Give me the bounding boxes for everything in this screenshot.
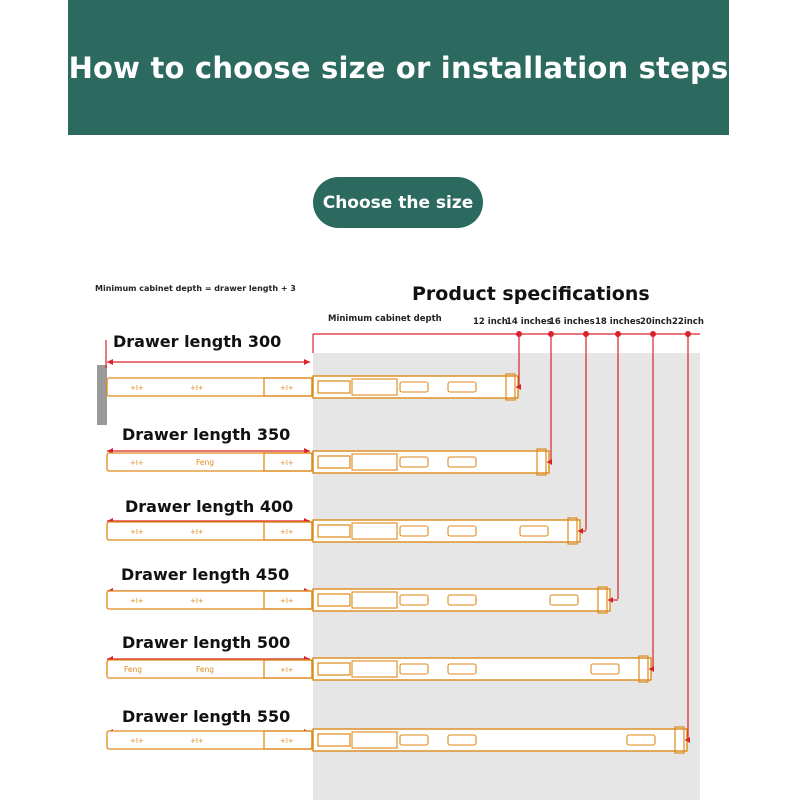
- size-label-1: 14 inches: [506, 317, 552, 327]
- drawer-length-label: Drawer length 300: [113, 332, 282, 351]
- title-banner: [68, 0, 729, 135]
- arrow-head-left: [107, 359, 113, 365]
- slide-mark-0: +I+: [130, 597, 144, 605]
- slide-mark-0: +I+: [130, 459, 144, 467]
- slide-mark-1: +I+: [190, 597, 204, 605]
- brand-mark-0: Feng: [196, 458, 215, 467]
- slide-mark-2: +I+: [280, 528, 294, 536]
- slide-mark-2: +I+: [280, 737, 294, 745]
- min-depth-label: Minimum cabinet depth: [328, 314, 442, 324]
- slide-mark-0: +I+: [130, 737, 144, 745]
- size-label-5: 22inch: [672, 317, 704, 327]
- slide-mark-1: +I+: [190, 737, 204, 745]
- drawer-length-label: Drawer length 500: [122, 633, 291, 652]
- formula-note: Minimum cabinet depth = drawer length + 3: [95, 284, 296, 293]
- slide-mark-0: +I+: [130, 528, 144, 536]
- slide-mark-2: +I+: [280, 666, 294, 674]
- slide-outer-rail: [313, 451, 549, 473]
- size-label-3: 18 inches: [595, 317, 641, 327]
- drawer-length-label: Drawer length 550: [122, 707, 291, 726]
- slide-mark-2: +I+: [280, 384, 294, 392]
- slide-mark-2: +I+: [280, 597, 294, 605]
- cabinet-back-wall: [97, 365, 107, 425]
- brand-mark-1: Feng: [196, 665, 215, 674]
- size-label-0: 12 inch: [473, 317, 508, 327]
- drawer-length-label: Drawer length 350: [122, 425, 291, 444]
- banner-title: How to choose size or installation steps: [68, 50, 729, 85]
- size-label-4: 20inch: [640, 317, 672, 327]
- brand-mark-0: Feng: [124, 665, 143, 674]
- size-label-2: 16 inches: [549, 317, 595, 327]
- slide-mark-0: +I+: [130, 384, 144, 392]
- drawer-length-label: Drawer length 450: [121, 565, 290, 584]
- choose-size-button[interactable]: Choose the size: [313, 177, 483, 228]
- slide-mark-2: +I+: [280, 459, 294, 467]
- slide-mark-1: +I+: [190, 528, 204, 536]
- size-diagram: [0, 270, 800, 800]
- specs-heading: Product specifications: [412, 283, 650, 305]
- slide-outer-rail: [313, 376, 518, 398]
- drawer-length-label: Drawer length 400: [125, 497, 294, 516]
- arrow-head-right: [304, 359, 310, 365]
- slide-mark-1: +I+: [190, 384, 204, 392]
